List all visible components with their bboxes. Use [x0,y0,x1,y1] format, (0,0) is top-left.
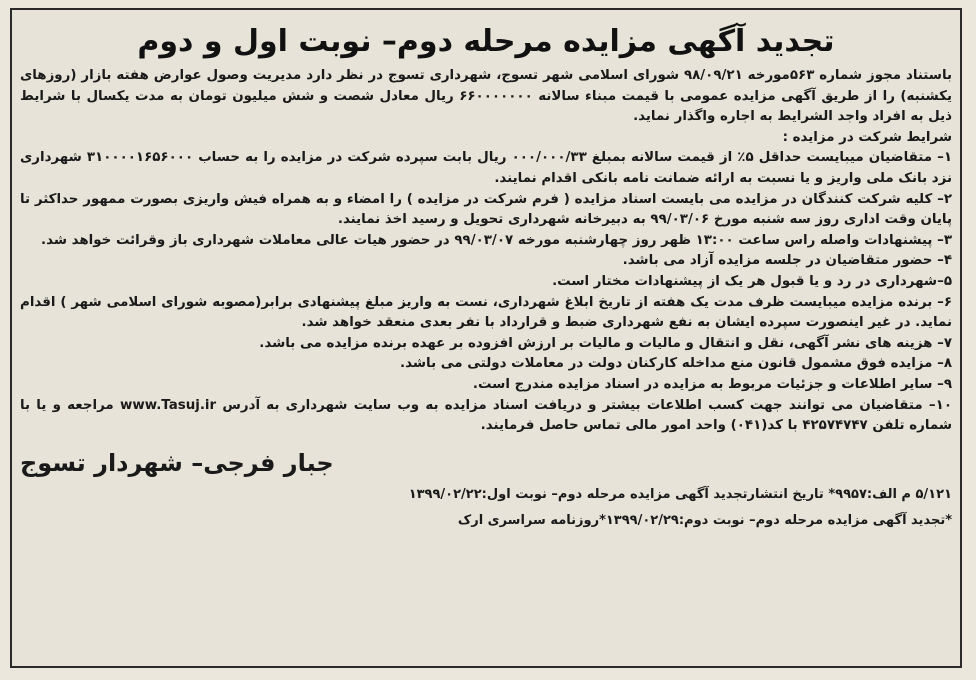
conditions-heading: شرایط شرکت در مزایده : [782,129,952,145]
notice-body [20,16,952,660]
condition-item-6: ۶– برنده مزایده میبایست ظرف مدت یک هفته از تاریخ ابلاغ شهرداری، نست به واریز مبلغ پیشنهادی برابر(مصوبه شورای اسلامی شهر ) اقدام نماید. در غیر اینصورت سپرده ایشان به نفع شهرداری ضبط و قرارداد با نفر بعدی منعقد خواهد شد. [20,294,952,331]
condition-item-1: ۱– متقاضیان میبایست حداقل ۵٪ از قیمت سالانه بمبلغ ۰۰۰/۰۰۰/۳۳ ریال بابت سپرده شرکت در مزایده را به حساب ۳۱۰۰۰۰۱۶۵۶۰۰۰ شهرداری نزد بانک ملی واریز و یا نسبت به ارائه ضمانت نامه بانکی اقدام نمایند. [20,150,952,186]
condition-item-2: ۲– کلیه شرکت کنندگان در مزایده می بایست اسناد مزایده ( فرم شرکت در مزایده ) را امضاء و به همراه فیش واریزی بصورت ممهور حداکثر تا پایان وقت اداری روز سه شنبه مورخ ۹۹/۰۳/۰۶ به دبیرخانه شهرداری تحویل و رسید اخذ نمایند. [20,191,952,228]
signature: جبار فرجی– شهردار تسوج [20,448,334,477]
publication-footer-line-1: ۵/۱۲۱ م الف:۹۹۵۷* تاریخ انتشارتجدید آگهی مزایده مرحله دوم– نوبت اول:۱۳۹۹/۰۲/۲۲ [408,486,952,502]
condition-item-8: ۸– مزایده فوق مشمول قانون منع مداخله کارکنان دولت در معاملات دولتی می باشد. [400,356,952,372]
notice-frame [10,8,962,668]
condition-item-5: ۵–شهرداری در رد و یا قبول هر یک از پیشنهادات مختار است. [552,273,952,289]
condition-item-7: ۷– هزینه های نشر آگهی، نقل و انتقال و مالیات و مالیات بر ارزش افزوده بر عهده برنده مزایده می باشد. [259,335,952,351]
publication-footer-line-2: *تجدید آگهی مزایده مرحله دوم– نوبت دوم:۱۳۹۹/۰۲/۲۹*روزنامه سراسری ارک [457,512,952,528]
condition-item-9: ۹– سایر اطلاعات و جزئیات مربوط به مزایده در اسناد مزایده مندرج است. [472,376,952,392]
notice-intro: باستناد مجوز شماره ۵۶۳مورخه ۹۸/۰۹/۲۱ شورای اسلامی شهر تسوج، شهرداری تسوج در نظر دارد مدیریت وصول عوارض هفته بازار (روزهای یکشنبه) را از طریق آگهی مزایده عمومی با قیمت مبناء سالانه ۶۶۰۰۰۰۰۰۰ ریال معادل شصت و شش میلیون تومان به مدت یکسال با شرایط ذیل به افراد واجد الشرایط به اجاره واگذار نماید. [20,68,952,125]
condition-item-4: ۴– حضور متقاضیان در جلسه مزایده آزاد می باشد. [622,253,952,269]
condition-item-10: ۱۰– متقاضیان می توانند جهت کسب اطلاعات بیشتر و دریافت اسناد مزایده به وب سایت شهرداری به آدرس www.Tasuj.ir مراجعه و یا با شماره تلفن ۴۲۵۷۴۷۴۷ با کد(۰۴۱) واحد امور مالی تماس حاصل فرمایند. [20,397,952,434]
condition-item-3: ۳– پیشنهادات واصله راس ساعت ۱۳:۰۰ ظهر روز چهارشنبه مورخه ۹۹/۰۳/۰۷ در حضور هیات عالی معاملات شهرداری باز وقرائت خواهد شد. [41,232,952,248]
notice-title: تجدید آگهی مزایده مرحله دوم– نوبت اول و دوم [137,24,835,59]
